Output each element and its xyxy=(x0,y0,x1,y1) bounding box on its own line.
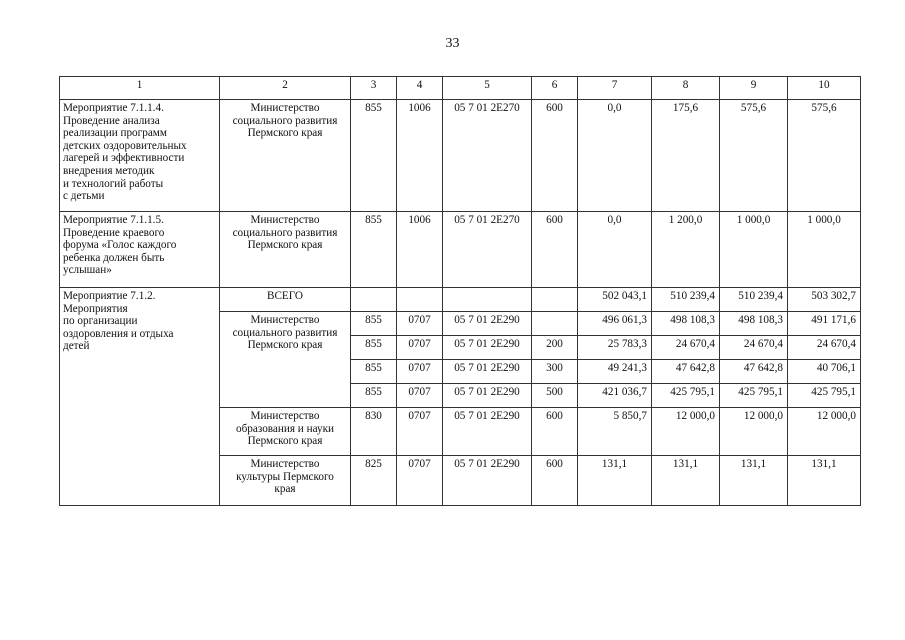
total-col8: 510 239,4 xyxy=(652,288,720,312)
expense-type-code: 600 xyxy=(532,212,578,288)
amount-col9: 575,6 xyxy=(720,100,788,212)
activity-name: Мероприятие 7.1.1.4. Проведение анализа реализации программ детских оздоровительных лагерей и эффективности внедрения методик и технологий работы с детьми xyxy=(63,102,187,203)
activity-name: Мероприятие 7.1.2. Мероприятия по организации оздоровления и отдыха детей xyxy=(63,290,174,353)
section-code: 1006 xyxy=(397,212,443,288)
expense-type-code: 300 xyxy=(532,360,578,384)
column-header: 10 xyxy=(788,77,861,100)
target-article-code: 05 7 01 2Е270 xyxy=(443,212,532,288)
activity-name: Мероприятие 7.1.1.5. Проведение краевого форума «Голос каждого ребенка должен быть услышан» xyxy=(63,214,177,277)
column-header: 6 xyxy=(532,77,578,100)
amount-col8: 425 795,1 xyxy=(652,384,720,408)
amount-col8: 47 642,8 xyxy=(652,360,720,384)
column-header: 9 xyxy=(720,77,788,100)
target-article-code: 05 7 01 2Е290 xyxy=(443,360,532,384)
amount-col7: 5 850,7 xyxy=(578,408,652,456)
expense-type-code xyxy=(532,312,578,336)
table-row-total xyxy=(60,288,861,312)
ministry-name: Министерство социального развития Пермского края xyxy=(232,314,338,352)
expense-type-code: 600 xyxy=(532,100,578,212)
section-code: 1006 xyxy=(397,100,443,212)
total-col7: 502 043,1 xyxy=(578,288,652,312)
amount-col8: 498 108,3 xyxy=(652,312,720,336)
table-row xyxy=(60,100,861,212)
amount-col10: 1 000,0 xyxy=(788,212,861,288)
column-header: 5 xyxy=(443,77,532,100)
grbs-code: 855 xyxy=(351,212,397,288)
amount-col9: 425 795,1 xyxy=(720,384,788,408)
grbs-code: 855 xyxy=(351,384,397,408)
amount-col9: 47 642,8 xyxy=(720,360,788,384)
page-number: 33 xyxy=(445,36,460,51)
amount-col7: 0,0 xyxy=(578,100,652,212)
ministry-name: Министерство культуры Пермского края xyxy=(236,458,334,496)
amount-col9: 24 670,4 xyxy=(720,336,788,360)
amount-col8: 1 200,0 xyxy=(652,212,720,288)
expense-type-code: 600 xyxy=(532,408,578,456)
section-code: 0707 xyxy=(397,384,443,408)
amount-col7: 421 036,7 xyxy=(578,384,652,408)
table-row xyxy=(60,212,861,288)
ministry-name: Министерство образования и науки Пермского края xyxy=(236,410,334,448)
column-header: 8 xyxy=(652,77,720,100)
grbs-code: 855 xyxy=(351,312,397,336)
expense-type-code: 500 xyxy=(532,384,578,408)
target-article-code: 05 7 01 2Е290 xyxy=(443,456,532,506)
column-header: 7 xyxy=(578,77,652,100)
total-col10: 503 302,7 xyxy=(788,288,861,312)
column-header: 1 xyxy=(60,77,220,100)
total-label: ВСЕГО xyxy=(220,288,351,312)
amount-col10: 491 171,6 xyxy=(788,312,861,336)
target-article-code: 05 7 01 2Е290 xyxy=(443,312,532,336)
column-header: 3 xyxy=(351,77,397,100)
amount-col8: 12 000,0 xyxy=(652,408,720,456)
section-code: 0707 xyxy=(397,456,443,506)
expense-type-code: 200 xyxy=(532,336,578,360)
section-code: 0707 xyxy=(397,336,443,360)
column-numbers-row xyxy=(60,77,861,100)
target-article-code: 05 7 01 2Е290 xyxy=(443,384,532,408)
target-article-code: 05 7 01 2Е290 xyxy=(443,408,532,456)
amount-col8: 131,1 xyxy=(652,456,720,506)
amount-col9: 12 000,0 xyxy=(720,408,788,456)
section-code: 0707 xyxy=(397,408,443,456)
grbs-code: 855 xyxy=(351,336,397,360)
amount-col7: 25 783,3 xyxy=(578,336,652,360)
column-header: 4 xyxy=(397,77,443,100)
grbs-code: 855 xyxy=(351,360,397,384)
amount-col9: 131,1 xyxy=(720,456,788,506)
amount-col10: 131,1 xyxy=(788,456,861,506)
amount-col7: 0,0 xyxy=(578,212,652,288)
grbs-code: 855 xyxy=(351,100,397,212)
amount-col10: 12 000,0 xyxy=(788,408,861,456)
amount-col10: 40 706,1 xyxy=(788,360,861,384)
budget-table xyxy=(59,76,861,506)
grbs-code: 825 xyxy=(351,456,397,506)
ministry-name: Министерство социального развития Пермского края xyxy=(232,102,338,140)
total-col9: 510 239,4 xyxy=(720,288,788,312)
amount-col8: 24 670,4 xyxy=(652,336,720,360)
target-article-code: 05 7 01 2Е270 xyxy=(443,100,532,212)
expense-type-code: 600 xyxy=(532,456,578,506)
amount-col10: 425 795,1 xyxy=(788,384,861,408)
amount-col7: 496 061,3 xyxy=(578,312,652,336)
column-header: 2 xyxy=(220,77,351,100)
amount-col10: 575,6 xyxy=(788,100,861,212)
amount-col9: 1 000,0 xyxy=(720,212,788,288)
ministry-name: Министерство социального развития Пермского края xyxy=(232,214,338,252)
amount-col9: 498 108,3 xyxy=(720,312,788,336)
amount-col10: 24 670,4 xyxy=(788,336,861,360)
amount-col7: 131,1 xyxy=(578,456,652,506)
amount-col7: 49 241,3 xyxy=(578,360,652,384)
section-code: 0707 xyxy=(397,360,443,384)
grbs-code: 830 xyxy=(351,408,397,456)
section-code: 0707 xyxy=(397,312,443,336)
amount-col8: 175,6 xyxy=(652,100,720,212)
target-article-code: 05 7 01 2Е290 xyxy=(443,336,532,360)
